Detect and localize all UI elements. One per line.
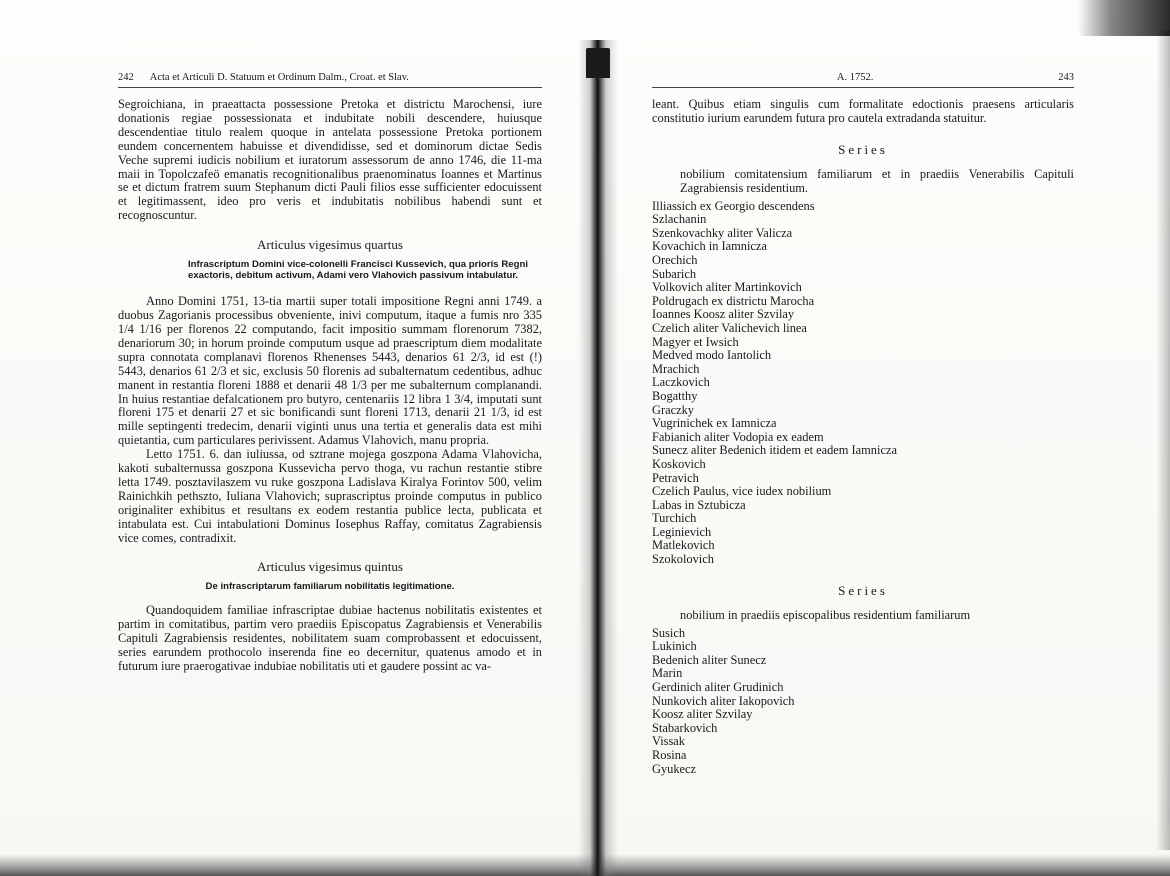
article-summary: De infrascriptarum familiarum nobilitatis legitimatione. — [205, 581, 455, 593]
family-name-item: Szlachanin — [652, 212, 707, 227]
series-subtitle: nobilium in praediis episcopalibus residentium familiarum — [680, 607, 971, 622]
family-name-item: Szenkovachky aliter Valicza — [652, 225, 793, 240]
opening-paragraph: leant. Quibus etiam singulis cum formalitate edoctionis praesens articularis constitutio iurium earundem futura pro cautela extradanda statuitur. — [652, 97, 1074, 125]
running-head: A. 1752. — [836, 72, 874, 83]
family-name-item: Ioannes Koosz aliter Szvilay — [652, 307, 795, 322]
family-name-item: Rosina — [652, 747, 687, 762]
family-name-item: Leginievich — [652, 524, 712, 539]
family-name-item: Marin — [652, 666, 683, 681]
family-name-item: Poldrugach ex districtu Marocha — [652, 293, 815, 308]
family-name-item: Volkovich aliter Martinkovich — [652, 280, 802, 295]
family-name-item: Magyer et Iwsich — [652, 334, 739, 349]
family-name-item: Orechich — [652, 253, 698, 267]
left-page — [118, 72, 542, 674]
series-title: Series — [838, 141, 888, 157]
family-name-item: Kovachich in Iamnicza — [652, 239, 767, 254]
family-name-item: Czelich aliter Valichevich linea — [652, 320, 807, 335]
family-name-item: Gerdinich aliter Grudinich — [652, 679, 784, 694]
family-name-item: Matlekovich — [652, 538, 715, 553]
article-title: Articulus vigesimus quintus — [257, 559, 403, 575]
family-name-item: Laczkovich — [652, 375, 710, 390]
scan-shadow-right — [1156, 30, 1170, 850]
article-paragraph: Anno Domini 1751, 13-tia martii super totali impositione Regni anni 1749. a duobus Zagorianis processibus obveniente, inivi computum, itaque a fumis nro 335 1/4 1/16 per florenos 22 computando, facit impositio summam florenorum 7382, denariorum 30; in horum proinde computum usque ad praescriptum diem modalitate supra connotata complanavi florenos Rhenenses 5443, denarios 61 2/3, id est (!) 5443, denarios 61 2/3 et sic, exclusis 50 florenis ad subalternatum cedentibus, adhuc manent in restantia floreni 1888 et denarii 48 1/3 per me subalternum complanandi. In huius restantiae defalcationem pro butyro, centenariis 12 libra 1 3/4, imputati sunt floreni 175 et denarii 27 et sic bonificandi sunt floreni 1713, denarii 21 1/3, id est mille septingenti tredecim, denarii viginti unus una tertia et generalis data est mihi quietantia, cum particulares perivissent. Adamus Vlahovich, manu propria. — [118, 294, 542, 448]
family-name-item: Bogatthy — [652, 388, 698, 403]
family-name-item: Szokolovich — [652, 552, 714, 567]
family-name-item: Petravich — [652, 470, 699, 485]
book-spine-head — [586, 48, 610, 78]
series-title: Series — [838, 582, 888, 598]
page-number: 243 — [1058, 72, 1074, 83]
article-paragraph: Quandoquidem familiae infrascriptae dubiae hactenus nobilitatis existentes et partim in comitatibus, partim vero praediis Episcopatus Zagrabiensis et Venerabilis Capituli Zagrabiensis residentes, nobilitatem suam comprobassent et edocuissent, series earundem prothocolo inserenda fine eo decernitur, quatenus amodo et in futurum iure praerogativae indubiae nobilitatis uti et gaudere possint ac va- — [118, 603, 542, 674]
family-name-item: Vissak — [652, 734, 685, 749]
family-name-item: Fabianich aliter Vodopia ex eadem — [652, 429, 824, 444]
family-name-list — [652, 627, 1074, 777]
right-page — [652, 72, 1074, 776]
family-name-item: Medved modo Iantolich — [652, 348, 772, 363]
family-name-item: Koosz aliter Szvilay — [652, 707, 753, 722]
family-name-item: Vugrinichek ex Iamnicza — [652, 416, 777, 431]
article-summary: Infrascriptum Domini vice-colonelli Francisci Kussevich, qua prioris Regni exactoris, debitum activum, Adami vero Vlahovich passivum intabulatur. — [188, 259, 528, 282]
family-name-item: Stabarkovich — [652, 720, 718, 735]
article-title: Articulus vigesimus quartus — [257, 237, 403, 253]
article-paragraph: Letto 1751. 6. dan iuliussa, od sztrane mojega goszpona Adama Vlahovicha, kakoti subalternussa goszpona Kussevicha pervo thoga, vu rachun restantie stibre letta 1749. posztavilaszem vu ruke goszpona Ladislava Kiralya Forintov 500, velim Rainichkih pethszto, Iuliana Vlahovich; suprascriptus proinde computus in publico originaliter exhibitus et resultans ex eodem restantia publice lecta, publicata et intabulata est. Cui intabulationi Dominus Iosephus Raffay, comitatus Zagrabiensis vice comes, contradixit. — [118, 447, 542, 545]
family-name-item: Bedenich aliter Sunecz — [652, 652, 767, 667]
family-name-item: Turchich — [652, 511, 697, 526]
intro-paragraph: Segroichiana, in praeattacta possessione Pretoka et districtu Marochensi, iure donationis regiae possessionata et indubitate nobili descendere, huiusque descendentiae titulo realem quoque in antelata possessione Pretoka portionem eundem concernentem habuisse et divendidisse, sed et dominorum dictae Sedis Veche supremi iudicis nobilium et iuratorum assessorum de anno 1746, die 11-ma maii in Topolczafeö emanatis recognitionalibus praenominatus Ioannes et Martinus se et dictum fratrem suum Stephanum dicti Pauli filios esse sufficienter edocuissent et legitimassent, ideo pro veris et indubitatis nobilibus habendi sunt et recognoscuntur. — [118, 97, 542, 223]
family-name-item: Susich — [652, 625, 686, 640]
family-name-item: Sunecz aliter Bedenich itidem et eadem Iamnicza — [652, 443, 897, 458]
family-name-item: Graczky — [652, 402, 694, 417]
family-name-item: Mrachich — [652, 361, 700, 376]
family-name-item: Lukinich — [652, 639, 697, 654]
family-name-item: Nunkovich aliter Iakopovich — [652, 693, 795, 708]
family-name-item: Czelich Paulus, vice iudex nobilium — [652, 484, 832, 499]
family-name-item: Koskovich — [652, 456, 706, 471]
family-name-item: Illiassich ex Georgio descendens — [652, 198, 815, 213]
family-name-item: Gyukecz — [652, 761, 697, 776]
book-spine — [578, 40, 618, 876]
family-name-list — [652, 200, 1074, 567]
left-page-header — [118, 72, 542, 88]
family-name-item: Labas in Sztubicza — [652, 497, 746, 512]
family-name-item: Subarich — [652, 266, 697, 281]
right-page-header — [652, 72, 1074, 88]
running-head: Acta et Articuli D. Statuum et Ordinum Dalm., Croat. et Slav. — [149, 72, 409, 83]
series-subtitle: nobilium comitatensium familiarum et in praediis Venerabilis Capituli Zagrabiensis residentium. — [680, 166, 1074, 195]
page-number: 242 — [118, 72, 134, 83]
